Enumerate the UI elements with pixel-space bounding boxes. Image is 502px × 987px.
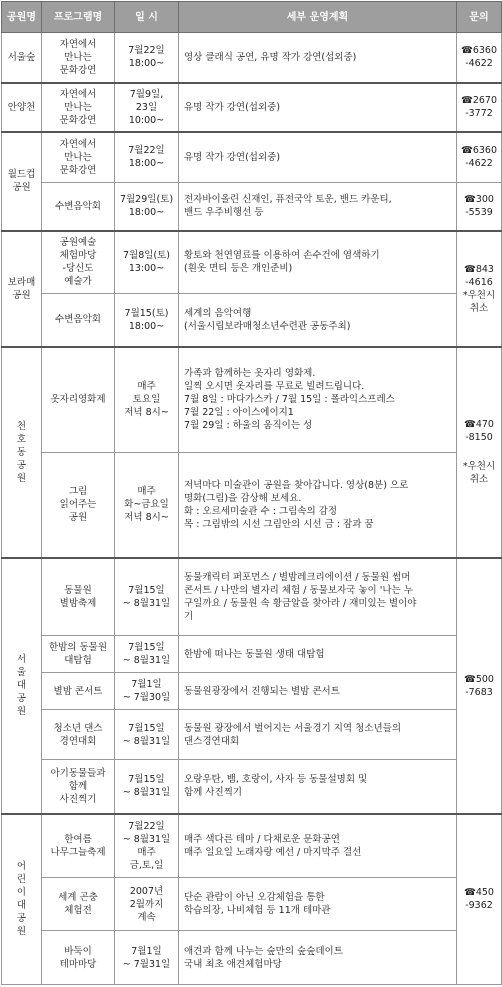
detail-line: 기 bbox=[184, 610, 194, 622]
program-date bbox=[115, 558, 179, 636]
date-line: 7월15일 bbox=[128, 584, 165, 596]
header-park: 공원명 bbox=[2, 2, 42, 33]
program-line: 나무그늘축제 bbox=[50, 846, 106, 858]
park-line: 월드컵 bbox=[7, 169, 36, 180]
program-name bbox=[42, 814, 115, 878]
contact-line: ☎6360 bbox=[460, 45, 497, 57]
program-line: 청소년 댄스 bbox=[53, 722, 103, 734]
date-line: 23일 bbox=[135, 101, 158, 113]
program-detail bbox=[179, 558, 457, 636]
program-line: 바둑이 bbox=[64, 945, 92, 957]
program-date bbox=[115, 347, 179, 453]
program-name bbox=[42, 83, 115, 132]
date-line: 7월29일(토) bbox=[119, 194, 174, 206]
program-name bbox=[42, 878, 115, 931]
date-line: 10:00~ bbox=[128, 114, 165, 126]
program-detail bbox=[179, 453, 457, 558]
table-row bbox=[2, 814, 502, 878]
detail-line: 7월 29일 : 하울의 움직이는 성 bbox=[184, 420, 313, 432]
date-line: 7월8일(토) bbox=[122, 250, 171, 262]
program-name: 별밤 콘서트 bbox=[42, 673, 115, 710]
date-line: ~ 8월31일 bbox=[122, 597, 171, 609]
program-line: -당신도 bbox=[62, 263, 94, 275]
detail-line: 세계의 음악여행 bbox=[184, 307, 252, 319]
park-program-table bbox=[1, 1, 502, 985]
header-date: 일 시 bbox=[115, 2, 179, 33]
program-name bbox=[42, 132, 115, 183]
date-line: ~ 7월31일 bbox=[122, 958, 171, 970]
program-name bbox=[42, 636, 115, 673]
program-line: 함께 bbox=[68, 780, 88, 792]
contact-line: ☎470 bbox=[464, 419, 494, 430]
program-line: 사진찍기 bbox=[59, 793, 97, 805]
program-name: 옷자리영화제 bbox=[42, 347, 115, 453]
program-line: 공원예술 bbox=[59, 237, 97, 249]
program-date bbox=[115, 294, 179, 347]
program-date bbox=[115, 931, 179, 985]
program-line: 문화강연 bbox=[59, 114, 97, 126]
date-line: 7월15(토) bbox=[124, 307, 169, 319]
table-row bbox=[2, 132, 502, 183]
program-date bbox=[115, 636, 179, 673]
park-line: 공원 bbox=[12, 289, 31, 301]
detail-line: 유명 작가 강연(섭외중) bbox=[184, 101, 281, 113]
program-detail bbox=[179, 814, 457, 878]
park-name bbox=[2, 347, 42, 558]
contact bbox=[457, 231, 502, 347]
detail-line: 구일까요 / 동물원 속 황금알을 찾아라 / 재미있는 별이야 bbox=[184, 597, 417, 609]
detail-line: 영상 클래식 공연, 유명 작가 강연(섭외중) bbox=[184, 51, 357, 63]
date-line: 2월까지 bbox=[129, 898, 164, 910]
program-date bbox=[115, 33, 179, 83]
table-row bbox=[2, 33, 502, 83]
date-line: 2007년 bbox=[129, 885, 164, 897]
park-line: 공 bbox=[16, 913, 27, 925]
detail-line: 동물원광장에서 진행되는 별밤 콘서트 bbox=[184, 685, 340, 697]
date-line: ~ 8월31일 bbox=[122, 655, 171, 666]
program-line: 자연에서 bbox=[59, 88, 97, 100]
date-line: 7월15일 bbox=[128, 722, 165, 734]
program-detail bbox=[179, 878, 457, 931]
contact-line: ☎500 bbox=[464, 673, 494, 685]
park-line: 보라매 bbox=[7, 276, 36, 288]
program-line: 테마마당 bbox=[59, 958, 97, 970]
date-line: 토요일 bbox=[132, 394, 161, 406]
table-row bbox=[2, 673, 502, 710]
detail-line: 일찍 오시면 옷자리를 무료로 빌려드립니다. bbox=[184, 381, 365, 393]
contact-line: 취소 bbox=[469, 474, 489, 485]
program-detail bbox=[179, 673, 457, 710]
date-line: 매주 bbox=[137, 846, 156, 858]
date-line: 화~금요일 bbox=[124, 499, 169, 511]
contact-line: ☎300 bbox=[464, 194, 494, 206]
date-line: 18:00~ bbox=[128, 207, 165, 219]
program-date bbox=[115, 132, 179, 183]
detail-line: 7월 22일 : 아이스에이지1 bbox=[184, 407, 294, 419]
date-line: 7월1일 bbox=[131, 945, 162, 957]
table-row bbox=[2, 760, 502, 814]
program-date bbox=[115, 183, 179, 231]
date-line: 18:00~ bbox=[128, 58, 165, 70]
park-name bbox=[2, 132, 42, 231]
date-line: 계속 bbox=[137, 911, 156, 923]
program-line: 읽어주는 bbox=[59, 499, 97, 511]
park-line: 어 bbox=[16, 861, 27, 873]
detail-line: 밴드 우주비행선 등 bbox=[184, 207, 264, 219]
program-date bbox=[115, 673, 179, 710]
table-row bbox=[2, 347, 502, 453]
contact-line: -5539 bbox=[465, 207, 493, 219]
program-line: 한밤의 동물원 bbox=[48, 642, 108, 653]
detail-line: (서울시립보라매청소년수련관 공동주최) bbox=[184, 320, 351, 332]
contact bbox=[457, 183, 502, 231]
date-line: 18:00~ bbox=[128, 158, 165, 170]
program-name bbox=[42, 710, 115, 760]
program-date bbox=[115, 878, 179, 931]
program-line: 동물원 bbox=[64, 584, 92, 596]
program-detail bbox=[179, 231, 457, 294]
program-line: 예술가 bbox=[64, 276, 92, 288]
table-row bbox=[2, 453, 502, 558]
contact-line: 취소 bbox=[469, 302, 489, 314]
program-detail bbox=[179, 33, 457, 83]
program-name bbox=[42, 760, 115, 814]
date-line: 7월22일 bbox=[128, 820, 165, 832]
program-line: 세계 곤충 bbox=[58, 892, 98, 903]
detail-line: 동물원 광장에서 벌어지는 서울경기 지역 청소년들의 bbox=[184, 722, 401, 734]
date-line: 7월22일 bbox=[128, 45, 165, 57]
program-line: 아기동물들과 bbox=[50, 767, 106, 779]
park-line: 이 bbox=[16, 887, 27, 899]
program-date bbox=[115, 453, 179, 558]
park-line: 천 bbox=[16, 420, 27, 432]
program-line: 체험전 bbox=[64, 905, 92, 916]
detail-line: 단순 관람이 아닌 오감체험을 통한 bbox=[184, 892, 325, 903]
park-name bbox=[2, 814, 42, 985]
contact-line: -4616 bbox=[465, 276, 493, 288]
date-line: 매주 bbox=[137, 486, 156, 498]
detail-line: 콘서트 / 나만의 별자리 체험 / 동물보자국 놓이 '나는 누 bbox=[184, 584, 413, 596]
detail-line: 학습의장, 나비체험 등 11개 테마관 bbox=[184, 905, 331, 916]
program-name bbox=[42, 33, 115, 83]
program-detail bbox=[179, 760, 457, 814]
program-line: 공원 bbox=[68, 512, 88, 524]
table-row bbox=[2, 83, 502, 132]
date-line: 7월15일 bbox=[128, 642, 165, 653]
program-line: 자연에서 bbox=[59, 38, 97, 50]
program-detail bbox=[179, 636, 457, 673]
program-line: 자연에서 bbox=[59, 138, 97, 150]
program-detail bbox=[179, 931, 457, 985]
date-line: 7월15일 bbox=[128, 774, 165, 786]
table-row bbox=[2, 710, 502, 760]
table-row bbox=[2, 231, 502, 294]
detail-line: 오랑우탄, 뱀, 호랑이, 사자 등 동물설명회 및 bbox=[184, 774, 368, 786]
detail-line: (흰옷 면티 등은 개인준비) bbox=[184, 263, 293, 275]
program-line: 문화강연 bbox=[59, 64, 97, 76]
date-line: 7월9일, bbox=[129, 88, 164, 100]
detail-line: 유명 작가 강연(섭외중) bbox=[184, 151, 281, 163]
detail-line: 매주 일요일 노래자랑 예선 / 마지막주 결선 bbox=[184, 846, 362, 858]
program-detail bbox=[179, 294, 457, 347]
date-line: ~ 8월31일 bbox=[122, 787, 171, 799]
date-line: 매주 bbox=[137, 381, 156, 393]
contact-line: ☎843 bbox=[464, 263, 494, 275]
detail-line: 가족과 함께하는 옷자리 영화제. bbox=[184, 368, 316, 380]
park-line: 공원 bbox=[12, 182, 31, 193]
detail-line: 저녁마다 미술관이 공원을 찾아갑니다. 영상(8분) 으로 bbox=[184, 479, 409, 491]
program-date bbox=[115, 760, 179, 814]
contact-line: -4622 bbox=[465, 58, 493, 70]
detail-line: 명화(그림)을 감상해 보세요. bbox=[184, 492, 302, 504]
contact bbox=[457, 814, 502, 985]
date-line: 저녁 8시~ bbox=[124, 407, 169, 419]
park-name: 안양천 bbox=[2, 83, 42, 132]
park-line: 호 bbox=[16, 433, 27, 445]
program-detail bbox=[179, 183, 457, 231]
program-line: 대탐험 bbox=[64, 655, 92, 666]
program-line: 한여름 bbox=[64, 833, 92, 845]
program-name: 수변음악회 bbox=[42, 294, 115, 347]
contact bbox=[457, 347, 502, 558]
park-line: 대 bbox=[16, 680, 27, 691]
detail-line: 7월 8일 : 마다가스카 / 7월 15일 : 폴라익스프레스 bbox=[184, 394, 395, 406]
program-name bbox=[42, 231, 115, 294]
park-line: 공 bbox=[16, 693, 27, 704]
program-line: 그림 bbox=[68, 486, 88, 498]
header-contact: 문의 bbox=[457, 2, 502, 33]
contact-line: ☎6360 bbox=[460, 145, 497, 157]
program-date bbox=[115, 83, 179, 132]
detail-line: 동물캐릭터 퍼포먼스 / 별밤레크리에이션 / 동물원 썸머 bbox=[184, 571, 411, 583]
program-line: 만나는 bbox=[64, 51, 92, 63]
date-line: ~ 8월31일 bbox=[122, 833, 171, 845]
contact-line: ☎2670 bbox=[460, 95, 497, 106]
date-line: 7월1일 bbox=[131, 679, 162, 690]
contact-line: -8150 bbox=[465, 432, 493, 443]
date-line: 저녁 8시~ bbox=[124, 512, 169, 524]
program-date bbox=[115, 710, 179, 760]
park-line: 공 bbox=[16, 459, 27, 471]
table-row bbox=[2, 878, 502, 931]
detail-line: 댄스경연대회 bbox=[184, 735, 240, 747]
date-line: 7월22일 bbox=[128, 145, 165, 157]
detail-line: 함께 사진찍기 bbox=[184, 787, 243, 799]
contact bbox=[457, 558, 502, 814]
program-line: 만나는 bbox=[64, 151, 92, 163]
table-row bbox=[2, 294, 502, 347]
date-line: ~ 8월31일 bbox=[122, 735, 171, 747]
detail-line: 화 : 오르세미술관 수 : 그림속의 감정 bbox=[184, 505, 337, 517]
contact-line: -7683 bbox=[465, 686, 493, 698]
contact bbox=[457, 83, 502, 132]
contact-line: ☎450 bbox=[464, 887, 494, 899]
program-detail bbox=[179, 83, 457, 132]
program-detail bbox=[179, 132, 457, 183]
park-name bbox=[2, 558, 42, 814]
park-name bbox=[2, 231, 42, 347]
contact-line: -9362 bbox=[465, 900, 493, 912]
header-row bbox=[2, 2, 502, 33]
program-name bbox=[42, 558, 115, 636]
detail-line: 애견과 함께 나누는 숲만의 숲숲데이트 bbox=[184, 945, 343, 957]
contact-line: -3772 bbox=[465, 108, 493, 119]
park-line: 원 bbox=[16, 706, 27, 717]
program-date bbox=[115, 231, 179, 294]
park-name: 서울숲 bbox=[2, 33, 42, 83]
date-line: 13:00~ bbox=[128, 263, 165, 275]
header-program: 프로그램명 bbox=[42, 2, 115, 33]
detail-line: 황토와 천연염료를 이용하여 손수건에 염색하기 bbox=[184, 250, 380, 262]
detail-line: 국내 최초 애견체험마당 bbox=[184, 958, 282, 970]
detail-line: 전자바이올린 신재인, 퓨전국악 토운, 밴드 카운티, bbox=[184, 194, 392, 206]
park-line: 대 bbox=[16, 900, 27, 912]
detail-line: 목 : 그림밖의 시선 그림안의 시선 금 : 잠과 꿈 bbox=[184, 518, 374, 530]
program-detail bbox=[179, 347, 457, 453]
park-line: 린 bbox=[16, 874, 27, 886]
date-line: 금,토,일 bbox=[129, 859, 164, 871]
table-row bbox=[2, 636, 502, 673]
park-line: 서 bbox=[16, 654, 27, 665]
program-line: 경연대회 bbox=[59, 735, 97, 747]
park-line: 울 bbox=[16, 667, 27, 678]
date-line: ~ 7월30일 bbox=[122, 692, 171, 703]
contact-line: *우천시 bbox=[462, 461, 496, 472]
park-line: 동 bbox=[16, 446, 27, 458]
program-line: 별밤축제 bbox=[59, 597, 97, 609]
program-line: 만나는 bbox=[64, 101, 92, 113]
contact bbox=[457, 132, 502, 183]
park-line: 원 bbox=[16, 926, 27, 938]
program-line: 체험마당 bbox=[59, 250, 97, 262]
table-row bbox=[2, 931, 502, 985]
detail-line: 한밤에 떠나는 동물원 생태 대탐험 bbox=[184, 648, 325, 660]
table-row bbox=[2, 183, 502, 231]
park-line: 원 bbox=[16, 472, 27, 484]
header-detail: 세부 운영계획 bbox=[179, 2, 457, 33]
program-detail bbox=[179, 710, 457, 760]
date-line: 18:00~ bbox=[128, 320, 165, 332]
detail-line: 매주 색다른 테마 / 다채로운 문화공연 bbox=[184, 833, 340, 845]
contact bbox=[457, 33, 502, 83]
program-name bbox=[42, 453, 115, 558]
table-row bbox=[2, 558, 502, 636]
program-line: 문화강연 bbox=[59, 164, 97, 176]
program-date bbox=[115, 814, 179, 878]
program-name bbox=[42, 931, 115, 985]
contact-line: -4622 bbox=[465, 158, 493, 170]
program-name: 수변음악회 bbox=[42, 183, 115, 231]
contact-line: *우천시 bbox=[462, 289, 496, 301]
